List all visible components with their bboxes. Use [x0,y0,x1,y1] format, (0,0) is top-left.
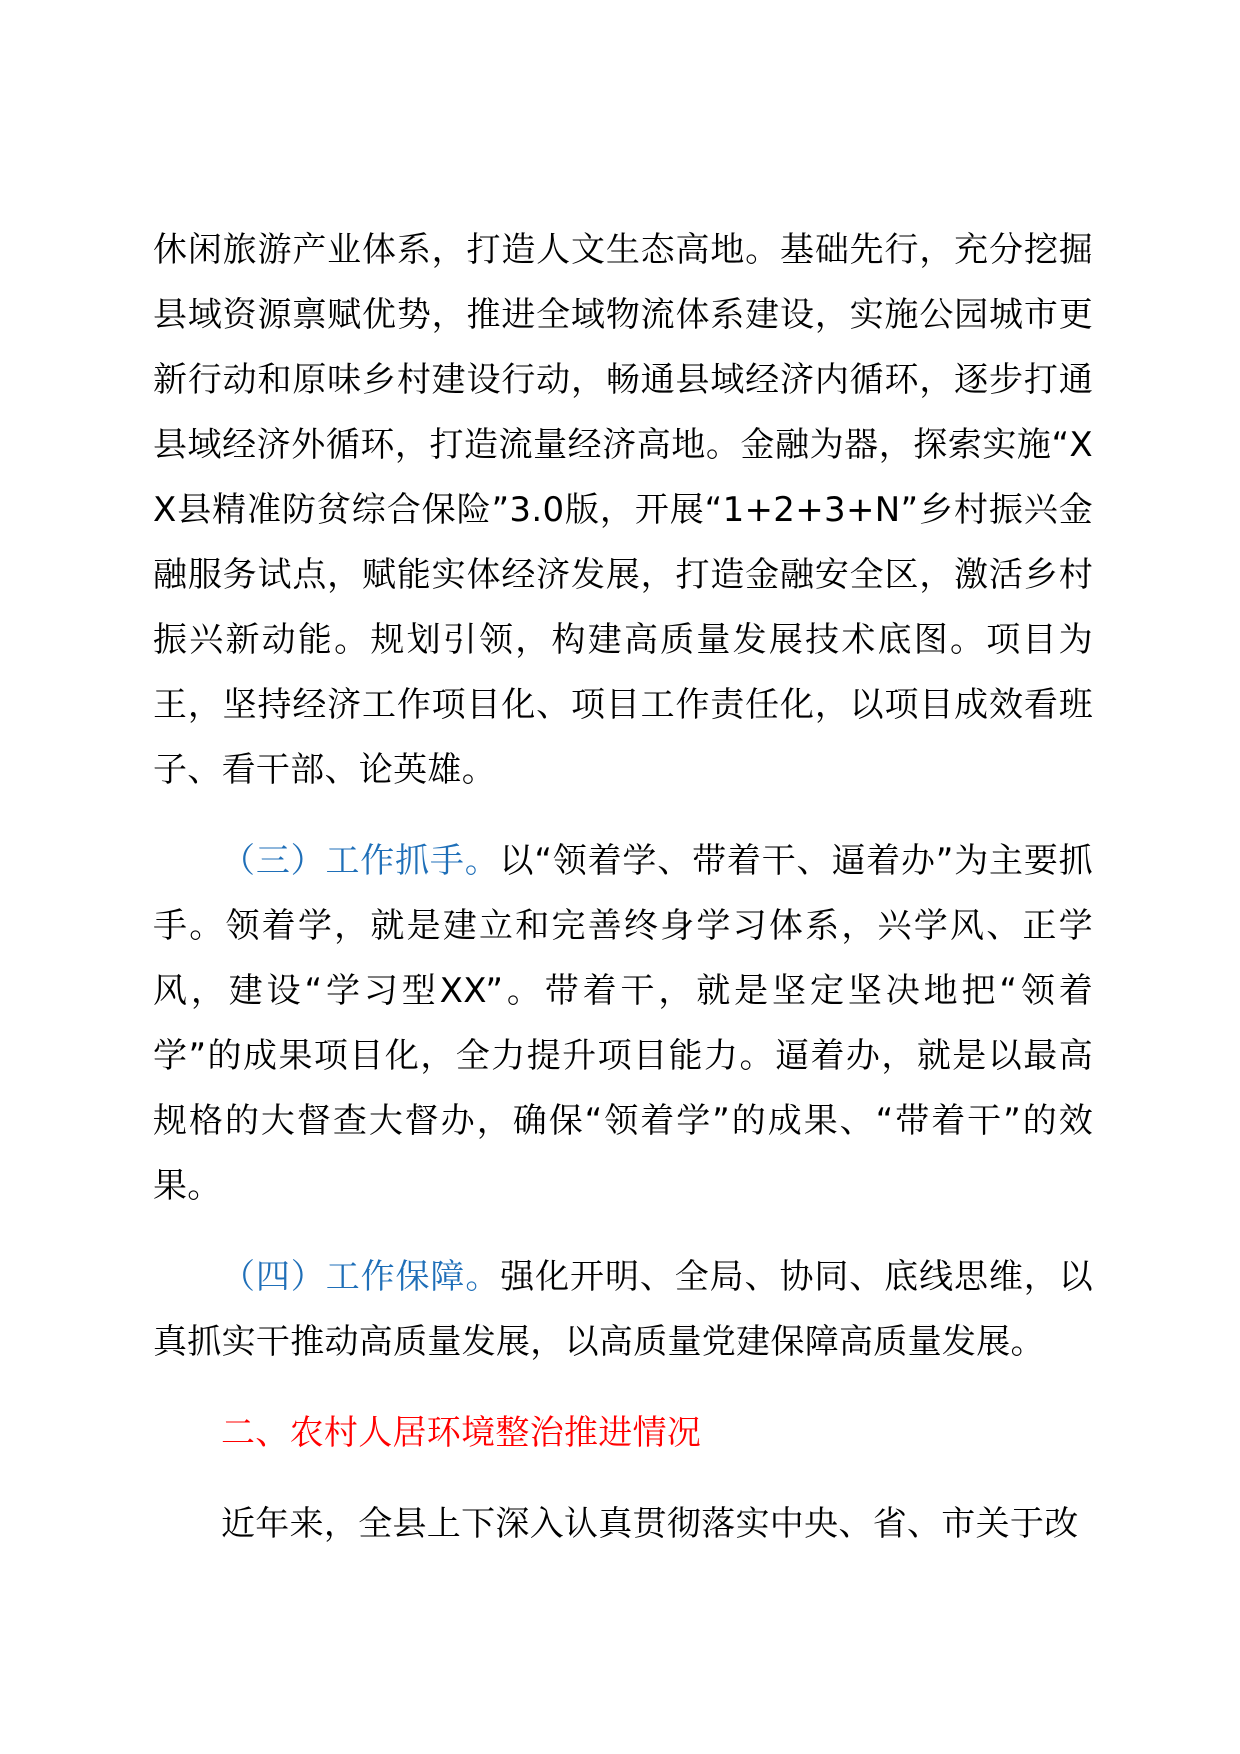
paragraph-last: 近年来，全县上下深入认真贯彻落实中央、省、市关于改 [221,1504,1079,1544]
section-4-body: 强化开明、全局、协同、底线思维，以真抓实干推动高质量发展，以高质量党建保障高质量发展。 [153,1257,1093,1362]
section-4-paragraph [153,1245,1093,1375]
section-3-body: 以“领着学、带着干、逼着办”为主要抓手。领着学，就是建立和完善终身学习体系，兴学风、正学风，建设“学习型XX”。带着干，就是坚定坚决地把“领着学”的成果项目化，全力提升项目能力。逼着办，就是以最高规格的大督查大督办，确保“领着学”的成果、“带着干”的效果。 [153,841,1093,1206]
chapter-2-heading: 二、农村人居环境整治推进情况 [221,1413,702,1453]
section-3-heading: （三）工作抓手。 [221,841,500,881]
section-3-paragraph [153,829,1093,1219]
document-body [153,218,1093,1557]
paragraph-continuation: 休闲旅游产业体系，打造人文生态高地。基础先行，充分挖掘县域资源禀赋优势，推进全域物流体系建设，实施公园城市更新行动和原味乡村建设行动，畅通县域经济内循环，逐步打通县域经济外循环，打造流量经济高地。金融为器，探索实施“XX县精准防贫综合保险”3.0版，开展“1+2+3+N”乡村振兴金融服务试点，赋能实体经济发展，打造金融安全区，激活乡村振兴新动能。规划引领，构建高质量发展技术底图。项目为王，坚持经济工作项目化、项目工作责任化，以项目成效看班子、看干部、论英雄。 [153,230,1093,790]
section-4-heading: （四）工作保障。 [221,1257,501,1297]
